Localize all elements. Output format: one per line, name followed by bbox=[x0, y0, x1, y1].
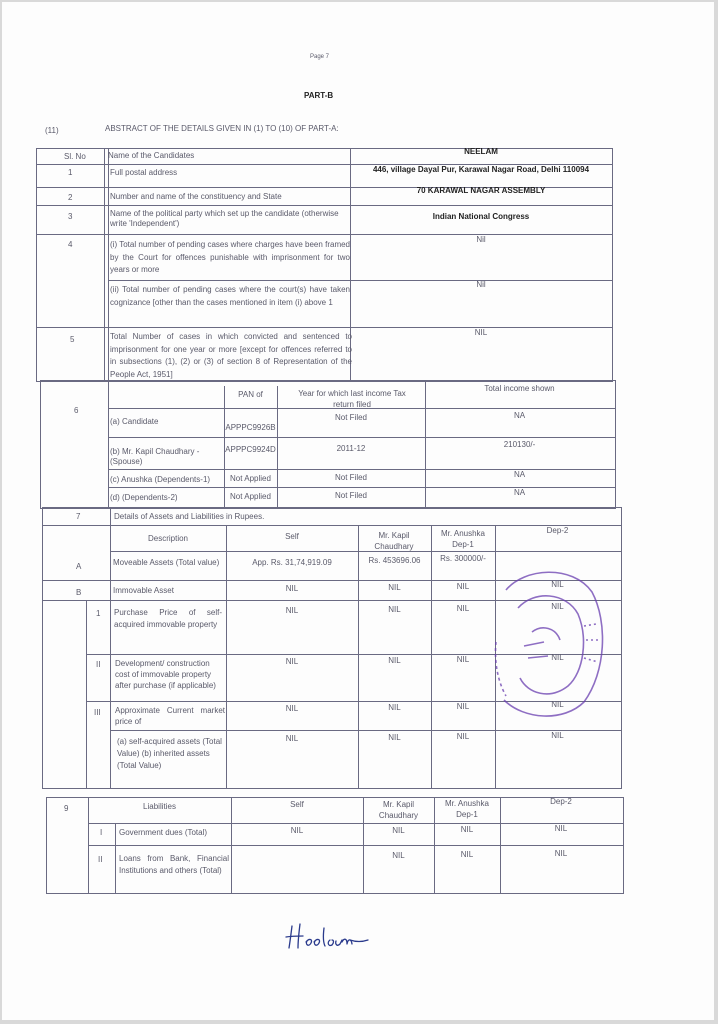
page-number: Page 7 bbox=[310, 54, 330, 60]
row-number: 4 bbox=[68, 240, 73, 249]
label-party: Name of the political party which set up the candidate (otherwise write 'Independent') bbox=[110, 209, 339, 228]
candidate-name: NEELAM bbox=[464, 147, 498, 156]
asset-desc: (a) self-acquired assets (Total Value) (b) inherited assets (Total Value) bbox=[117, 737, 222, 770]
row-number: A bbox=[76, 562, 82, 571]
asset-desc: Immovable Asset bbox=[113, 586, 174, 595]
label-candidate-name: Name of the Candidates bbox=[108, 151, 195, 160]
total-income: NA bbox=[513, 470, 526, 479]
asset-spouse: NIL bbox=[388, 656, 401, 665]
pan-header: PAN of bbox=[238, 390, 263, 399]
pan-who: (b) Mr. Kapil Chaudhary - (Spouse) bbox=[110, 447, 200, 466]
label-postal-address: Full postal address bbox=[110, 168, 178, 177]
row-number: 6 bbox=[74, 406, 79, 415]
sub-number: II bbox=[98, 855, 103, 864]
asset-desc: Moveable Assets (Total value) bbox=[113, 558, 220, 567]
asset-self: NIL bbox=[285, 606, 299, 615]
liability-spouse: NIL bbox=[392, 851, 405, 860]
postal-address: 446, village Dayal Pur, Karawal Nagar Road, Delhi 110094 bbox=[372, 165, 590, 174]
col-dep1: Mr. Anushka Dep-1 bbox=[444, 799, 490, 819]
row-number: 9 bbox=[64, 804, 69, 813]
liability-desc: Government dues (Total) bbox=[119, 828, 208, 837]
asset-self: App. Rs. 31,74,919.09 bbox=[252, 558, 332, 567]
return-year: Not Filed bbox=[334, 413, 367, 422]
asset-dep1: NIL bbox=[456, 604, 470, 613]
sub-number: 1 bbox=[96, 609, 101, 618]
pan-number: Not Applied bbox=[230, 492, 271, 501]
official-stamp-icon bbox=[484, 562, 608, 722]
total-income: NA bbox=[513, 488, 526, 497]
liability-dep1: NIL bbox=[460, 850, 474, 859]
return-year: Not Filed bbox=[334, 473, 367, 482]
liability-dep1: NIL bbox=[460, 825, 474, 834]
abstract-title: ABSTRACT OF THE DETAILS GIVEN IN (1) TO (10) OF PART-A: bbox=[105, 124, 339, 133]
assets-title: Details of Assets and Liabilities in Rupees. bbox=[114, 512, 265, 521]
slno-header: Sl. No bbox=[64, 152, 86, 161]
income-header: Total income shown bbox=[484, 384, 555, 393]
document-page bbox=[2, 2, 714, 1020]
asset-dep1: NIL bbox=[456, 655, 470, 664]
asset-self: NIL bbox=[285, 584, 299, 593]
pan-number: Not Applied bbox=[230, 474, 271, 483]
col-dep2: Dep-2 bbox=[546, 526, 569, 535]
col-dep1: Mr. Anushka Dep-1 bbox=[440, 529, 486, 549]
party: Indian National Congress bbox=[432, 212, 530, 221]
sub-number: III bbox=[94, 708, 101, 717]
return-year: Not Filed bbox=[334, 491, 367, 500]
col-spouse: Mr. Kapil Chaudhary bbox=[374, 531, 414, 551]
asset-spouse: NIL bbox=[388, 583, 401, 592]
asset-dep2: NIL bbox=[551, 653, 564, 662]
liability-self: NIL bbox=[290, 826, 304, 835]
asset-dep1: Rs. 300000/- bbox=[440, 554, 486, 563]
label-pending-cases-ii: (ii) Total number of pending cases where the court(s) have taken cognizance [other than the cases mentioned in item (i) above 1 bbox=[110, 285, 350, 307]
asset-desc: Development/ construction cost of immovable property after purchase (if applicable) bbox=[115, 659, 216, 690]
signature-icon bbox=[284, 920, 374, 954]
pending-cases-i: Nil bbox=[476, 235, 486, 244]
total-income: 210130/- bbox=[503, 440, 536, 449]
label-convictions: Total Number of cases in which convicted and sentenced to imprisonment for one year or more [except for offences referred to in subsections (1), (2) or (3) of section 8 of Representation of the People Act, 1951] bbox=[110, 332, 352, 379]
asset-dep2: NIL bbox=[551, 602, 564, 611]
col-dep2: Dep-2 bbox=[550, 797, 572, 806]
liability-desc: Loans from Bank, Financial Institutions and others (Total) bbox=[119, 854, 229, 875]
pan-who: (c) Anushka (Dependents-1) bbox=[110, 475, 211, 484]
asset-desc: Approximate Current market price of bbox=[115, 706, 225, 726]
asset-dep1: NIL bbox=[456, 702, 470, 711]
asset-self: NIL bbox=[285, 704, 299, 713]
item-number: (11) bbox=[45, 126, 59, 135]
liability-dep2: NIL bbox=[554, 849, 568, 858]
asset-dep2: NIL bbox=[551, 580, 564, 589]
return-year: 2011-12 bbox=[336, 444, 366, 453]
convictions: NIL bbox=[474, 328, 488, 337]
asset-spouse: Rs. 453696.06 bbox=[368, 556, 421, 565]
row-number: B bbox=[76, 588, 82, 597]
pan-number: APPPC9924D bbox=[225, 445, 276, 454]
asset-spouse: NIL bbox=[388, 703, 401, 712]
asset-spouse: NIL bbox=[388, 733, 401, 742]
sub-number: I bbox=[100, 828, 103, 837]
row-number: 2 bbox=[68, 193, 73, 202]
liability-spouse: NIL bbox=[392, 826, 405, 835]
asset-desc: Purchase Price of self-acquired immovable property bbox=[114, 608, 222, 629]
asset-dep2: NIL bbox=[551, 731, 564, 740]
label-pending-cases-i: (i) Total number of pending cases where charges have been framed by the Court for offences punishable with imprisonment for two years or more bbox=[110, 240, 350, 274]
liability-dep2: NIL bbox=[554, 824, 568, 833]
col-self: Self bbox=[285, 532, 299, 541]
col-spouse: Mr. Kapil Chaudhary bbox=[378, 800, 419, 820]
asset-dep1: NIL bbox=[456, 582, 470, 591]
constituency: 70 KARAWAL NAGAR ASSEMBLY bbox=[416, 186, 546, 195]
col-self: Self bbox=[290, 800, 304, 809]
asset-spouse: NIL bbox=[388, 605, 401, 614]
label-constituency: Number and name of the constituency and State bbox=[110, 192, 282, 201]
row-number: 1 bbox=[68, 168, 73, 177]
pan-number: APPPC9926B bbox=[225, 423, 276, 432]
pan-who: (d) (Dependents-2) bbox=[110, 493, 178, 502]
sub-number: II bbox=[96, 660, 101, 669]
pending-cases-ii: Nil bbox=[476, 280, 486, 289]
asset-self: NIL bbox=[285, 657, 299, 666]
asset-self: NIL bbox=[285, 734, 299, 743]
asset-dep1: NIL bbox=[456, 732, 470, 741]
row-number: 5 bbox=[70, 335, 75, 344]
total-income: NA bbox=[513, 411, 526, 420]
asset-dep2: NIL bbox=[551, 700, 564, 709]
row-number: 7 bbox=[76, 512, 81, 521]
pan-who: (a) Candidate bbox=[110, 417, 159, 426]
col-liabilities: Liabilities bbox=[143, 802, 176, 811]
row-number: 3 bbox=[68, 212, 73, 221]
year-header: Year for which last income Tax return filed bbox=[298, 389, 406, 409]
part-heading: PART-B bbox=[304, 91, 334, 100]
col-description: Description bbox=[147, 534, 188, 543]
